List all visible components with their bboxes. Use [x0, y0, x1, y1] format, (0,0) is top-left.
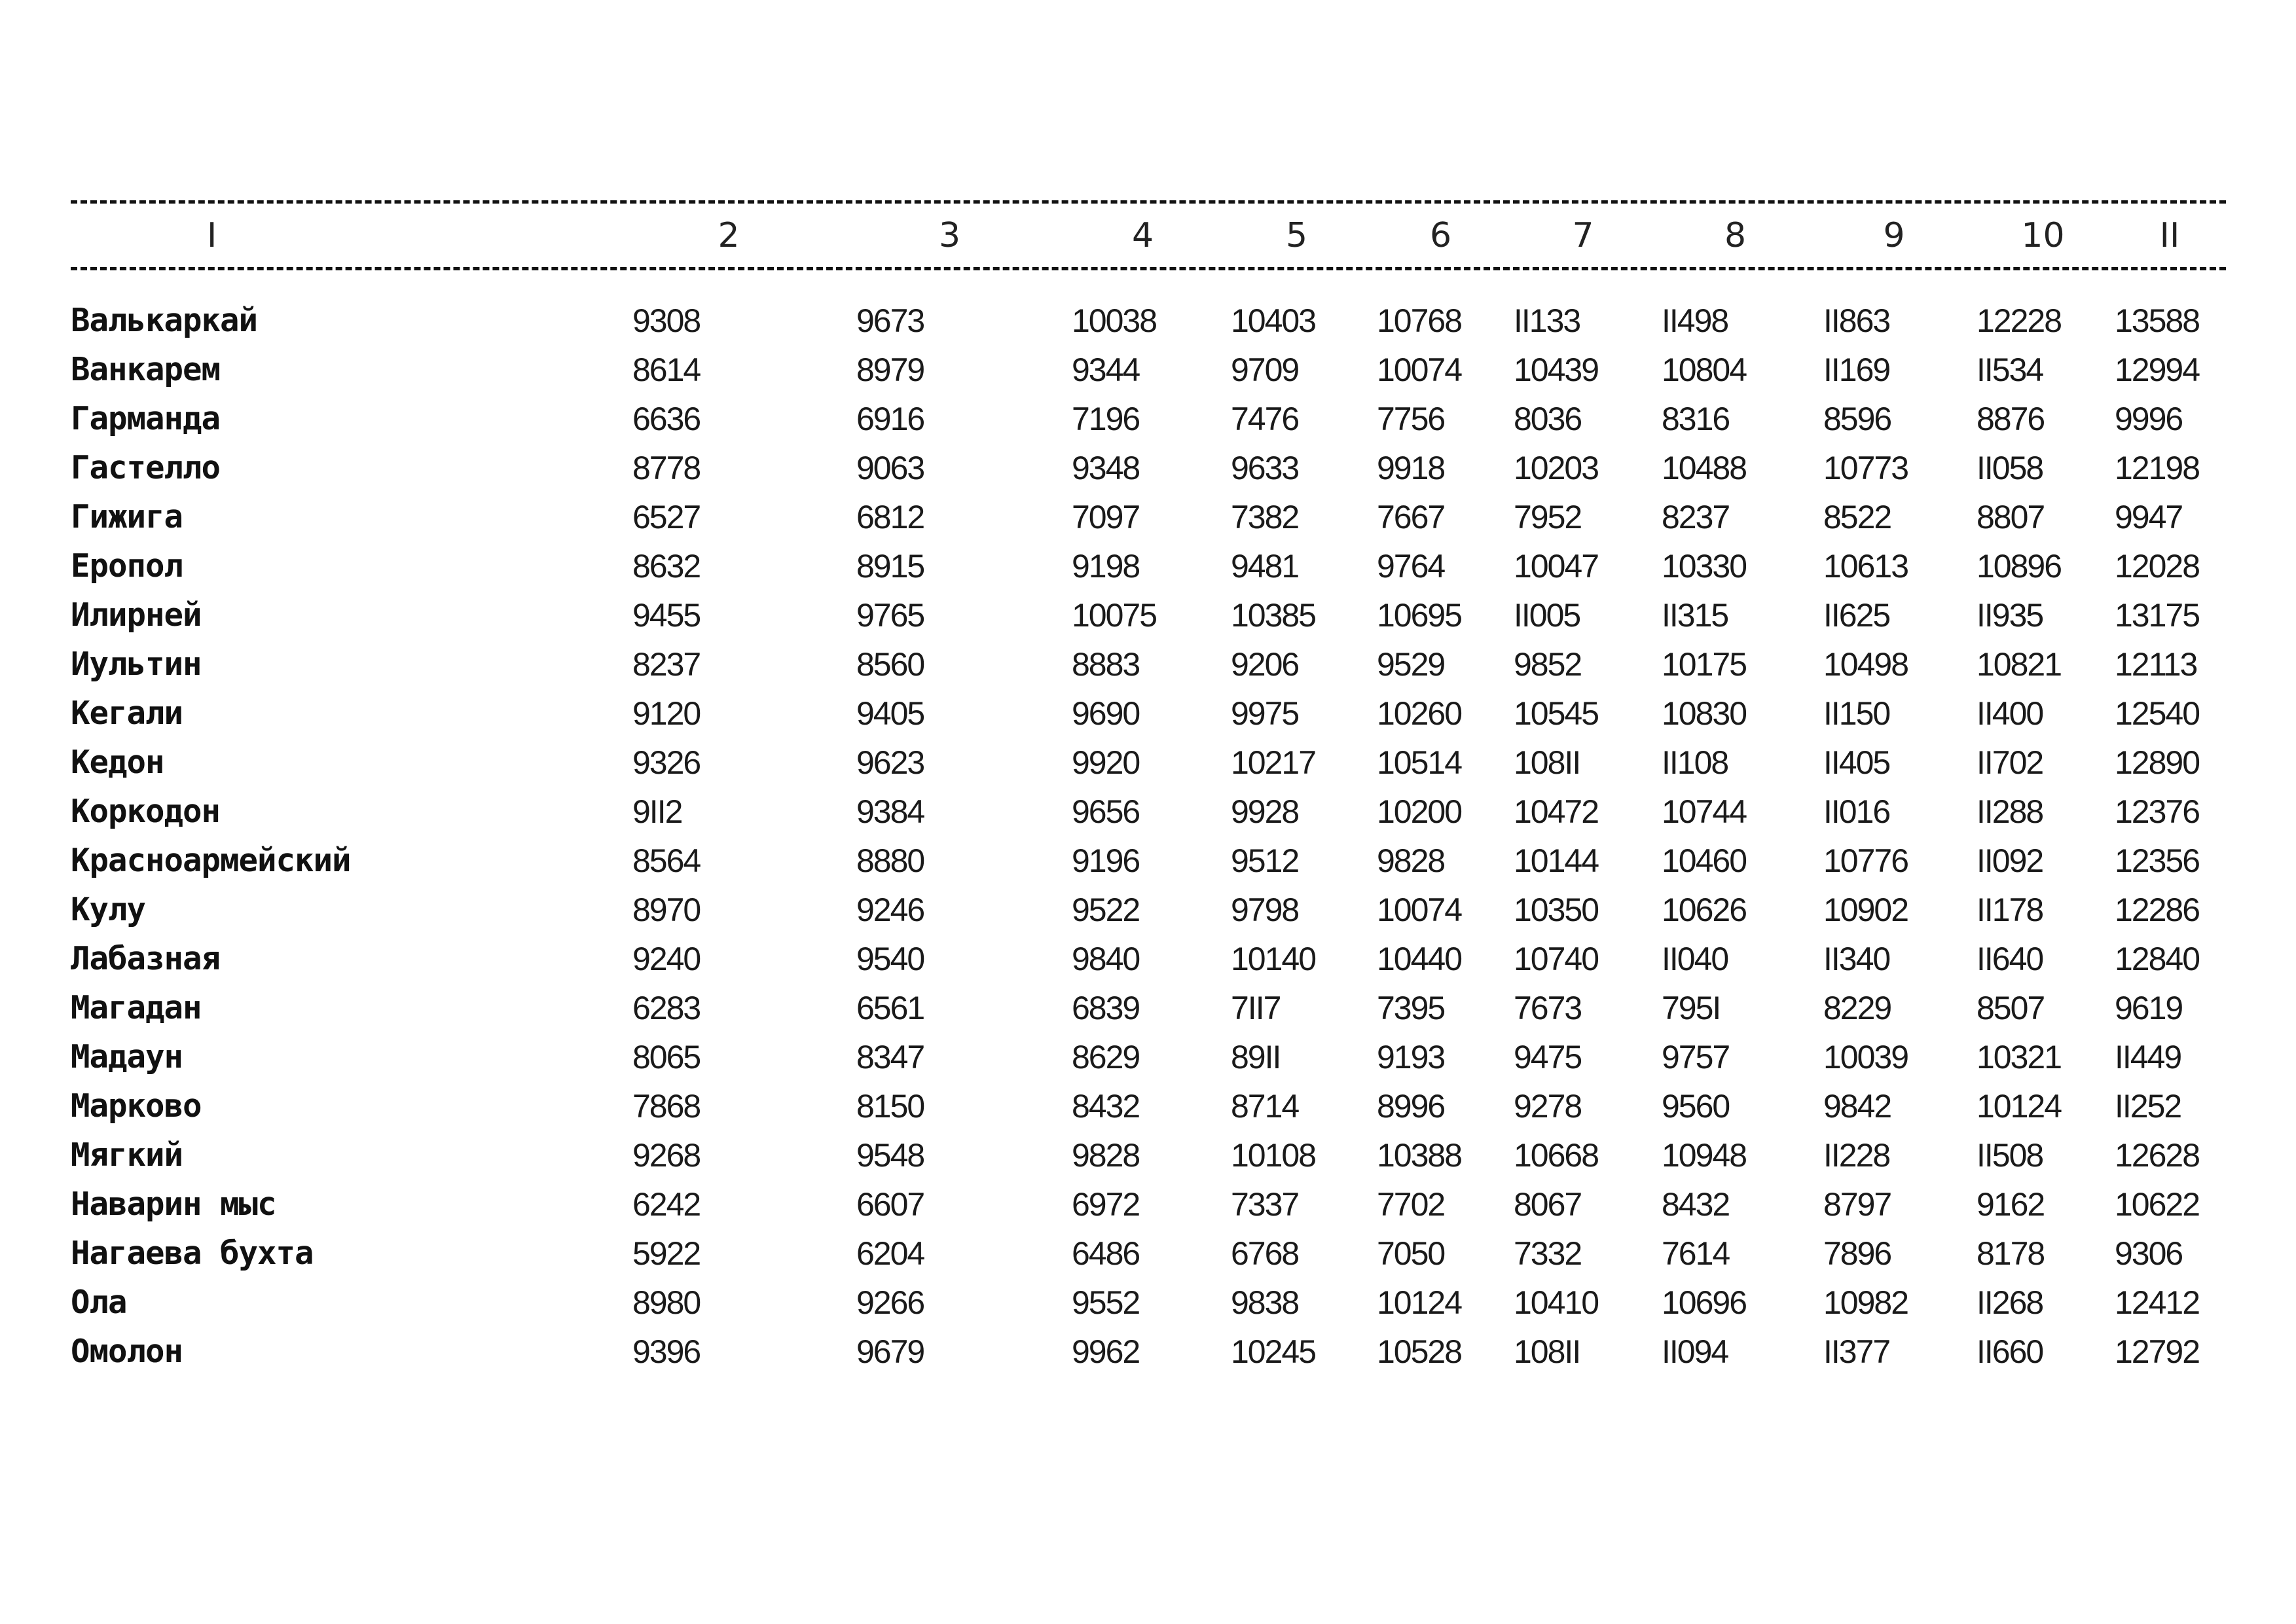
- table-cell: 9II2: [632, 793, 682, 830]
- table-cell: II005: [1514, 596, 1580, 634]
- table-cell: 9828: [1072, 1136, 1140, 1174]
- table-cell: 10622: [2115, 1185, 2200, 1223]
- table-cell: 8970: [632, 891, 701, 928]
- column-header-1: I: [207, 216, 217, 255]
- table-cell: 8507: [1977, 989, 2045, 1026]
- table-cell: II150: [1823, 695, 1890, 732]
- table-cell: 10948: [1662, 1136, 1747, 1174]
- table-cell: 8432: [1662, 1185, 1730, 1223]
- column-header-9: 9: [1883, 216, 1905, 255]
- table-cell: 12228: [1977, 302, 2062, 339]
- table-cell: 12792: [2115, 1333, 2200, 1370]
- table-cell: 9308: [632, 302, 701, 339]
- table-cell: 10039: [1823, 1038, 1908, 1075]
- table-cell: 9306: [2115, 1235, 2183, 1272]
- table-cell: 9348: [1072, 449, 1140, 486]
- table-cell: 8632: [632, 547, 701, 585]
- table-cell: 9512: [1231, 842, 1299, 879]
- table-cell: 9396: [632, 1333, 701, 1370]
- table-cell: II863: [1823, 302, 1890, 339]
- table-cell: 9623: [856, 744, 924, 781]
- table-cell: 10074: [1377, 891, 1462, 928]
- column-header-7: 7: [1572, 216, 1594, 255]
- table-cell: 9268: [632, 1136, 701, 1174]
- table-cell: 108II: [1514, 1333, 1580, 1370]
- table-cell: 7337: [1231, 1185, 1299, 1223]
- table-cell: II016: [1823, 793, 1890, 830]
- table-row: [71, 394, 2226, 443]
- table-cell: 8178: [1977, 1235, 2045, 1272]
- table-cell: 9709: [1231, 351, 1299, 388]
- table-cell: 10830: [1662, 695, 1747, 732]
- table-cell: 8797: [1823, 1185, 1891, 1223]
- column-header-3: 3: [938, 216, 961, 255]
- table-cell: 10388: [1377, 1136, 1462, 1174]
- table-cell: II228: [1823, 1136, 1890, 1174]
- table-body: [71, 267, 2226, 1376]
- station-name: Илирней: [71, 596, 202, 634]
- table-cell: 10982: [1823, 1284, 1908, 1321]
- table-cell: 10175: [1662, 645, 1747, 683]
- table-cell: 7476: [1231, 400, 1299, 437]
- table-cell: 9548: [856, 1136, 924, 1174]
- table-cell: 9405: [856, 695, 924, 732]
- table-cell: 8237: [632, 645, 701, 683]
- table-cell: II405: [1823, 744, 1890, 781]
- table-cell: 9828: [1377, 842, 1445, 879]
- table-cell: II377: [1823, 1333, 1890, 1370]
- table-cell: 7896: [1823, 1235, 1891, 1272]
- station-name: Ола: [71, 1284, 127, 1321]
- table-cell: 9063: [856, 449, 924, 486]
- table-cell: 108II: [1514, 744, 1580, 781]
- table-row: [71, 492, 2226, 541]
- table-cell: 7614: [1662, 1235, 1730, 1272]
- table-cell: 9529: [1377, 645, 1445, 683]
- table-cell: 10695: [1377, 596, 1462, 634]
- table-cell: II400: [1977, 695, 2043, 732]
- table-cell: 8522: [1823, 498, 1891, 535]
- table-cell: 9975: [1231, 695, 1299, 732]
- table-cell: 9757: [1662, 1038, 1730, 1075]
- table-cell: II508: [1977, 1136, 2043, 1174]
- table-cell: 10696: [1662, 1284, 1747, 1321]
- table-cell: 7050: [1377, 1235, 1445, 1272]
- table-cell: 9798: [1231, 891, 1299, 928]
- table-cell: 10439: [1514, 351, 1599, 388]
- column-header-11: II: [2159, 216, 2180, 255]
- table-cell: 9246: [856, 891, 924, 928]
- column-header-5: 5: [1285, 216, 1308, 255]
- table-cell: 9522: [1072, 891, 1140, 928]
- table-cell: 10804: [1662, 351, 1747, 388]
- table-row: [71, 983, 2226, 1032]
- table-cell: 7382: [1231, 498, 1299, 535]
- table-cell: 10902: [1823, 891, 1908, 928]
- table-cell: 9852: [1514, 645, 1582, 683]
- table-row: [71, 1327, 2226, 1376]
- table-row: [71, 296, 2226, 345]
- table-cell: 9560: [1662, 1087, 1730, 1125]
- table-cell: 10740: [1514, 940, 1599, 977]
- station-name: Иультин: [71, 645, 202, 683]
- table-cell: 8067: [1514, 1185, 1582, 1223]
- table-cell: II660: [1977, 1333, 2043, 1370]
- table-cell: 10140: [1231, 940, 1316, 977]
- table-cell: 9278: [1514, 1087, 1582, 1125]
- table-row: [71, 541, 2226, 590]
- table-cell: 12356: [2115, 842, 2200, 879]
- table-cell: 9384: [856, 793, 924, 830]
- table-cell: 10821: [1977, 645, 2062, 683]
- table-cell: 12198: [2115, 449, 2200, 486]
- table-cell: 10545: [1514, 695, 1599, 732]
- table-cell: 7868: [632, 1087, 701, 1125]
- table-cell: 7332: [1514, 1235, 1582, 1272]
- table-cell: 8036: [1514, 400, 1582, 437]
- station-name: Гарманда: [71, 400, 221, 437]
- table-cell: II108: [1662, 744, 1728, 781]
- station-name: Гастелло: [71, 449, 221, 486]
- station-name: Марково: [71, 1087, 202, 1125]
- table-cell: 9656: [1072, 793, 1140, 830]
- table-cell: 8714: [1231, 1087, 1299, 1125]
- table-cell: 9619: [2115, 989, 2183, 1026]
- station-name: Гижига: [71, 498, 183, 535]
- table-cell: 10776: [1823, 842, 1908, 879]
- table-cell: 10744: [1662, 793, 1747, 830]
- table-cell: 10203: [1514, 449, 1599, 486]
- table-cell: 9842: [1823, 1087, 1891, 1125]
- table-cell: 8915: [856, 547, 924, 585]
- table-cell: 8229: [1823, 989, 1891, 1026]
- table-cell: II935: [1977, 596, 2043, 634]
- table-cell: 10514: [1377, 744, 1462, 781]
- table-cell: II092: [1977, 842, 2043, 879]
- table-cell: 10330: [1662, 547, 1747, 585]
- table-cell: 6636: [632, 400, 701, 437]
- table-cell: II178: [1977, 891, 2043, 928]
- table-row: [71, 1081, 2226, 1130]
- table-cell: 8150: [856, 1087, 924, 1125]
- station-name: Еропол: [71, 547, 183, 585]
- table-cell: 8980: [632, 1284, 701, 1321]
- table-cell: 6242: [632, 1185, 701, 1223]
- table-cell: 10768: [1377, 302, 1462, 339]
- table-cell: II315: [1662, 596, 1728, 634]
- table-cell: 6812: [856, 498, 924, 535]
- station-name: Нагаева бухта: [71, 1235, 314, 1272]
- table-cell: 10626: [1662, 891, 1747, 928]
- table-cell: II340: [1823, 940, 1890, 977]
- table-cell: 9765: [856, 596, 924, 634]
- table-cell: 10074: [1377, 351, 1462, 388]
- table-cell: 6486: [1072, 1235, 1140, 1272]
- table-cell: II534: [1977, 351, 2043, 388]
- table-cell: 10385: [1231, 596, 1316, 634]
- table-cell: 9475: [1514, 1038, 1582, 1075]
- table-cell: 9552: [1072, 1284, 1140, 1321]
- table-cell: 8560: [856, 645, 924, 683]
- table-cell: 12286: [2115, 891, 2200, 928]
- table-header: [71, 204, 2226, 267]
- station-name: Омолон: [71, 1333, 183, 1370]
- table-cell: 10460: [1662, 842, 1747, 879]
- table-cell: 9996: [2115, 400, 2183, 437]
- table-cell: 10528: [1377, 1333, 1462, 1370]
- table-cell: 9920: [1072, 744, 1140, 781]
- station-name: Мягкий: [71, 1136, 183, 1174]
- table-cell: II449: [2115, 1038, 2181, 1075]
- table-cell: 10488: [1662, 449, 1747, 486]
- table-cell: 12994: [2115, 351, 2200, 388]
- table-row: [71, 738, 2226, 787]
- table-cell: 9838: [1231, 1284, 1299, 1321]
- table-cell: 9918: [1377, 449, 1445, 486]
- column-header-4: 4: [1131, 216, 1154, 255]
- table-cell: 6527: [632, 498, 701, 535]
- table-cell: 8979: [856, 351, 924, 388]
- table-cell: 13588: [2115, 302, 2200, 339]
- table-cell: II094: [1662, 1333, 1728, 1370]
- table-cell: 6283: [632, 989, 701, 1026]
- table-cell: 10260: [1377, 695, 1462, 732]
- table-cell: 8065: [632, 1038, 701, 1075]
- table-cell: 7097: [1072, 498, 1140, 535]
- table-cell: 12628: [2115, 1136, 2200, 1174]
- table-cell: 9540: [856, 940, 924, 977]
- table-cell: II252: [2115, 1087, 2181, 1125]
- table-cell: 10124: [1377, 1284, 1462, 1321]
- table-cell: 6916: [856, 400, 924, 437]
- table-cell: 12890: [2115, 744, 2200, 781]
- table-cell: 10075: [1072, 596, 1157, 634]
- table-row: [71, 345, 2226, 394]
- table-cell: 8316: [1662, 400, 1730, 437]
- table-cell: II058: [1977, 449, 2043, 486]
- table-cell: 8564: [632, 842, 701, 879]
- station-name: Кулу: [71, 891, 146, 928]
- station-name: Кедон: [71, 744, 164, 781]
- table-cell: 9947: [2115, 498, 2183, 535]
- table-cell: 12376: [2115, 793, 2200, 830]
- column-header-8: 8: [1724, 216, 1747, 255]
- table-cell: 12028: [2115, 547, 2200, 585]
- table-cell: 8876: [1977, 400, 2045, 437]
- table-cell: 8880: [856, 842, 924, 879]
- table-cell: 9455: [632, 596, 701, 634]
- table-cell: 6561: [856, 989, 924, 1026]
- table-cell: 6839: [1072, 989, 1140, 1026]
- table-cell: II625: [1823, 596, 1890, 634]
- table-cell: 8883: [1072, 645, 1140, 683]
- station-name: Красноармейский: [71, 842, 351, 879]
- table-cell: 8614: [632, 351, 701, 388]
- table-cell: 9206: [1231, 645, 1299, 683]
- table-cell: 9481: [1231, 547, 1299, 585]
- table-cell: 9690: [1072, 695, 1140, 732]
- table-cell: 10108: [1231, 1136, 1316, 1174]
- table-row: [71, 885, 2226, 934]
- table-cell: 9673: [856, 302, 924, 339]
- table-cell: 10144: [1514, 842, 1599, 879]
- station-name: Ванкарем: [71, 351, 221, 388]
- table-cell: II169: [1823, 351, 1890, 388]
- table-cell: 10668: [1514, 1136, 1599, 1174]
- header-row: [71, 204, 2226, 267]
- table-cell: 7II7: [1231, 989, 1281, 1026]
- table-cell: 12540: [2115, 695, 2200, 732]
- table-cell: 10773: [1823, 449, 1908, 486]
- header-spacer: [71, 267, 2226, 296]
- column-header-6: 6: [1429, 216, 1452, 255]
- table-cell: 9962: [1072, 1333, 1140, 1370]
- table-cell: II702: [1977, 744, 2043, 781]
- table-cell: 8347: [856, 1038, 924, 1075]
- table-cell: 10047: [1514, 547, 1599, 585]
- table-cell: 9344: [1072, 351, 1140, 388]
- table-cell: 10896: [1977, 547, 2062, 585]
- table-cell: 6768: [1231, 1235, 1299, 1272]
- table-cell: 10124: [1977, 1087, 2062, 1125]
- table-row: [71, 934, 2226, 983]
- table-cell: 10403: [1231, 302, 1316, 339]
- table-cell: 6972: [1072, 1185, 1140, 1223]
- table-row: [71, 590, 2226, 640]
- station-name: Лабазная: [71, 940, 221, 977]
- table-row: [71, 1229, 2226, 1278]
- table-cell: 12412: [2115, 1284, 2200, 1321]
- table-cell: II498: [1662, 302, 1728, 339]
- table-cell: 10498: [1823, 645, 1908, 683]
- station-name: Наварин мыс: [71, 1185, 276, 1223]
- table-row: [71, 1130, 2226, 1180]
- table-row: [71, 640, 2226, 689]
- table-cell: 6204: [856, 1235, 924, 1272]
- table-cell: 7756: [1377, 400, 1445, 437]
- table-cell: 10200: [1377, 793, 1462, 830]
- table-cell: 10472: [1514, 793, 1599, 830]
- table-row: [71, 689, 2226, 738]
- table-cell: 9840: [1072, 940, 1140, 977]
- table-cell: 8432: [1072, 1087, 1140, 1125]
- table-cell: 8237: [1662, 498, 1730, 535]
- table-cell: II133: [1514, 302, 1580, 339]
- table-cell: 10321: [1977, 1038, 2062, 1075]
- table-cell: 10217: [1231, 744, 1316, 781]
- table-cell: 9679: [856, 1333, 924, 1370]
- station-name: Валькаркай: [71, 302, 258, 339]
- table-cell: 6607: [856, 1185, 924, 1223]
- table-cell: 9196: [1072, 842, 1140, 879]
- station-name: Кегали: [71, 695, 183, 732]
- table-cell: 5922: [632, 1235, 701, 1272]
- table-row: [71, 1032, 2226, 1081]
- station-name: Коркодон: [71, 793, 221, 830]
- table-row: [71, 787, 2226, 836]
- header-top-rule: [71, 200, 2226, 204]
- table-cell: 9764: [1377, 547, 1445, 585]
- table-cell: 7395: [1377, 989, 1445, 1026]
- table-cell: 9198: [1072, 547, 1140, 585]
- table-row: [71, 443, 2226, 492]
- table-cell: II288: [1977, 793, 2043, 830]
- column-header-10: 10: [2021, 216, 2065, 255]
- table-cell: 8807: [1977, 498, 2045, 535]
- table-cell: 9240: [632, 940, 701, 977]
- table-cell: 8596: [1823, 400, 1891, 437]
- table-row: [71, 1278, 2226, 1327]
- table-cell: 9326: [632, 744, 701, 781]
- table-row: [71, 836, 2226, 885]
- station-name: Магадан: [71, 989, 202, 1026]
- table-cell: 9120: [632, 695, 701, 732]
- table-cell: 7196: [1072, 400, 1140, 437]
- table-cell: 12840: [2115, 940, 2200, 977]
- table-cell: 7667: [1377, 498, 1445, 535]
- table-cell: II640: [1977, 940, 2043, 977]
- table-cell: 10038: [1072, 302, 1157, 339]
- table-cell: 9162: [1977, 1185, 2045, 1223]
- table-cell: 7702: [1377, 1185, 1445, 1223]
- table-cell: 10350: [1514, 891, 1599, 928]
- table-cell: 8629: [1072, 1038, 1140, 1075]
- table-cell: 8778: [632, 449, 701, 486]
- data-table: [71, 204, 2226, 1376]
- table-cell: 8996: [1377, 1087, 1445, 1125]
- table-cell: 7673: [1514, 989, 1582, 1026]
- table-cell: II040: [1662, 940, 1728, 977]
- table-cell: 7952: [1514, 498, 1582, 535]
- table-cell: 13175: [2115, 596, 2200, 634]
- table-cell: 12113: [2115, 645, 2197, 683]
- table-cell: 10410: [1514, 1284, 1599, 1321]
- table-cell: 795I: [1662, 989, 1721, 1026]
- table-cell: 10440: [1377, 940, 1462, 977]
- table-cell: 10613: [1823, 547, 1908, 585]
- table-cell: 89II: [1231, 1038, 1281, 1075]
- table-cell: II268: [1977, 1284, 2043, 1321]
- table-cell: 9266: [856, 1284, 924, 1321]
- table-cell: 10245: [1231, 1333, 1316, 1370]
- column-header-2: 2: [718, 216, 740, 255]
- station-name: Мадаун: [71, 1038, 183, 1075]
- table-cell: 9633: [1231, 449, 1299, 486]
- table-cell: 9193: [1377, 1038, 1445, 1075]
- table-row: [71, 1180, 2226, 1229]
- table-cell: 9928: [1231, 793, 1299, 830]
